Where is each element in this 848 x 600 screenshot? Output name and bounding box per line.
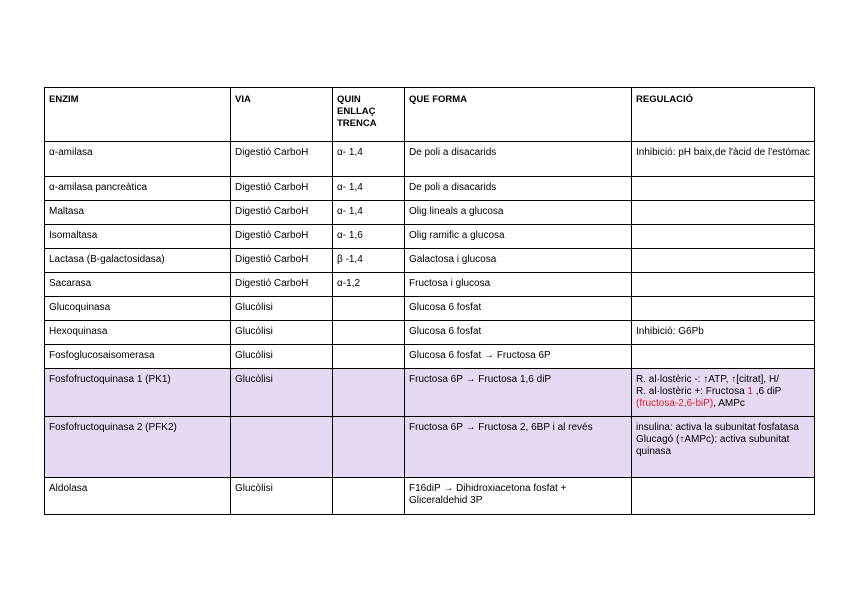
table-row-highlighted xyxy=(45,369,815,417)
cell-enzim: Lactasa (B-galactosidasa) xyxy=(45,249,231,273)
cell-enllac xyxy=(333,478,405,515)
cell-regulacio xyxy=(632,273,815,297)
cell-forma: F16diP → Dihidroxiacetona fosfat + Gliceraldehid 3P xyxy=(405,478,632,515)
cell-enllac xyxy=(333,297,405,321)
table-row xyxy=(45,177,815,201)
table-row xyxy=(45,273,815,297)
cell-forma: Glucosa 6 fosfat xyxy=(405,297,632,321)
cell-enzim: Isomaltasa xyxy=(45,225,231,249)
table-row xyxy=(45,345,815,369)
cell-enzim: Aldolasa xyxy=(45,478,231,515)
cell-via: Glucòlisi xyxy=(231,478,333,515)
cell-enllac: α- 1,4 xyxy=(333,201,405,225)
cell-enzim: Hexoquinasa xyxy=(45,321,231,345)
cell-via: Glucòlisi xyxy=(231,369,333,417)
cell-enllac: α-1,2 xyxy=(333,273,405,297)
header-forma: QUE FORMA xyxy=(405,88,632,142)
table-header-row xyxy=(45,88,815,142)
cell-forma: Fructosa i glucosa xyxy=(405,273,632,297)
cell-forma: Fructosa 6P → Fructosa 2, 6BP i al revés xyxy=(405,417,632,478)
cell-enzim: α-amilasa xyxy=(45,142,231,177)
header-enzim: ENZIM xyxy=(45,88,231,142)
cell-enllac: α- 1,6 xyxy=(333,225,405,249)
cell-enzim: Sacarasa xyxy=(45,273,231,297)
regulacio-highlight: (fructosa-2,6-biP) xyxy=(636,398,714,409)
cell-forma: Olig ramific a glucosa xyxy=(405,225,632,249)
cell-enzim: Fosfofructoquinasa 2 (PFK2) xyxy=(45,417,231,478)
cell-regulacio xyxy=(632,297,815,321)
cell-via: Digestió CarboH xyxy=(231,201,333,225)
table-row xyxy=(45,249,815,273)
table-row-highlighted xyxy=(45,417,815,478)
cell-enllac xyxy=(333,369,405,417)
header-via: VIA xyxy=(231,88,333,142)
cell-regulacio xyxy=(632,225,815,249)
cell-enllac xyxy=(333,321,405,345)
cell-via: Digestió CarboH xyxy=(231,177,333,201)
cell-regulacio xyxy=(632,345,815,369)
table-row xyxy=(45,297,815,321)
cell-enzim: Maltasa xyxy=(45,201,231,225)
cell-forma: Olig lineals a glucosa xyxy=(405,201,632,225)
cell-via: Digestió CarboH xyxy=(231,273,333,297)
cell-regulacio: Inhibició: pH baix,de l'àcid de l'estómac xyxy=(632,142,815,177)
cell-enllac xyxy=(333,345,405,369)
enzyme-table xyxy=(44,87,815,515)
regulacio-text: ,6 diP xyxy=(752,386,782,397)
cell-enzim: Glucoquinasa xyxy=(45,297,231,321)
table-row xyxy=(45,478,815,515)
cell-via: Digestió CarboH xyxy=(231,225,333,249)
cell-forma: Galactosa i glucosa xyxy=(405,249,632,273)
cell-regulacio xyxy=(632,177,815,201)
cell-enllac: α- 1,4 xyxy=(333,142,405,177)
regulacio-highlight: 1 xyxy=(747,386,753,397)
table-row xyxy=(45,142,815,177)
cell-enllac: α- 1,4 xyxy=(333,177,405,201)
table-row xyxy=(45,321,815,345)
cell-enllac xyxy=(333,417,405,478)
cell-regulacio: insulina: activa la subunitat fosfatasa Glucagó (↑AMPc): activa subunitat quinasa xyxy=(632,417,815,478)
regulacio-text: R. al·lostèric -: ↑ATP, ↑[citrat], H/ xyxy=(636,374,779,385)
cell-via: Glucòlisi xyxy=(231,345,333,369)
cell-enllac: β -1,4 xyxy=(333,249,405,273)
cell-forma: De poli a disacarids xyxy=(405,142,632,177)
cell-forma: Glucosa 6 fosfat → Fructosa 6P xyxy=(405,345,632,369)
cell-via: Glucòlisi xyxy=(231,321,333,345)
cell-regulacio: Inhibició: G6Pb xyxy=(632,321,815,345)
regulacio-text: , AMPc xyxy=(713,398,745,409)
cell-forma: De poli a disacarids xyxy=(405,177,632,201)
cell-enzim: Fosfofructoquinasa 1 (PK1) xyxy=(45,369,231,417)
cell-forma: Glucosa 6 fosfat xyxy=(405,321,632,345)
cell-via: Glucòlisi xyxy=(231,297,333,321)
table-row xyxy=(45,225,815,249)
cell-via: Digestió CarboH xyxy=(231,249,333,273)
cell-regulacio xyxy=(632,478,815,515)
cell-via: Digestió CarboH xyxy=(231,142,333,177)
table-row xyxy=(45,201,815,225)
header-enllac: QUIN ENLLAÇ TRENCA xyxy=(333,88,405,142)
cell-regulacio xyxy=(632,201,815,225)
header-regulacio: REGULACIÓ xyxy=(632,88,815,142)
cell-regulacio xyxy=(632,249,815,273)
regulacio-text: R. al·lostèric +: Fructosa xyxy=(636,386,748,397)
cell-enzim: Fosfoglucosaisomerasa xyxy=(45,345,231,369)
cell-regulacio-pfk1 xyxy=(632,369,815,417)
cell-enzim: α-amilasa pancreàtica xyxy=(45,177,231,201)
cell-forma: Fructosa 6P → Fructosa 1,6 diP xyxy=(405,369,632,417)
cell-via xyxy=(231,417,333,478)
